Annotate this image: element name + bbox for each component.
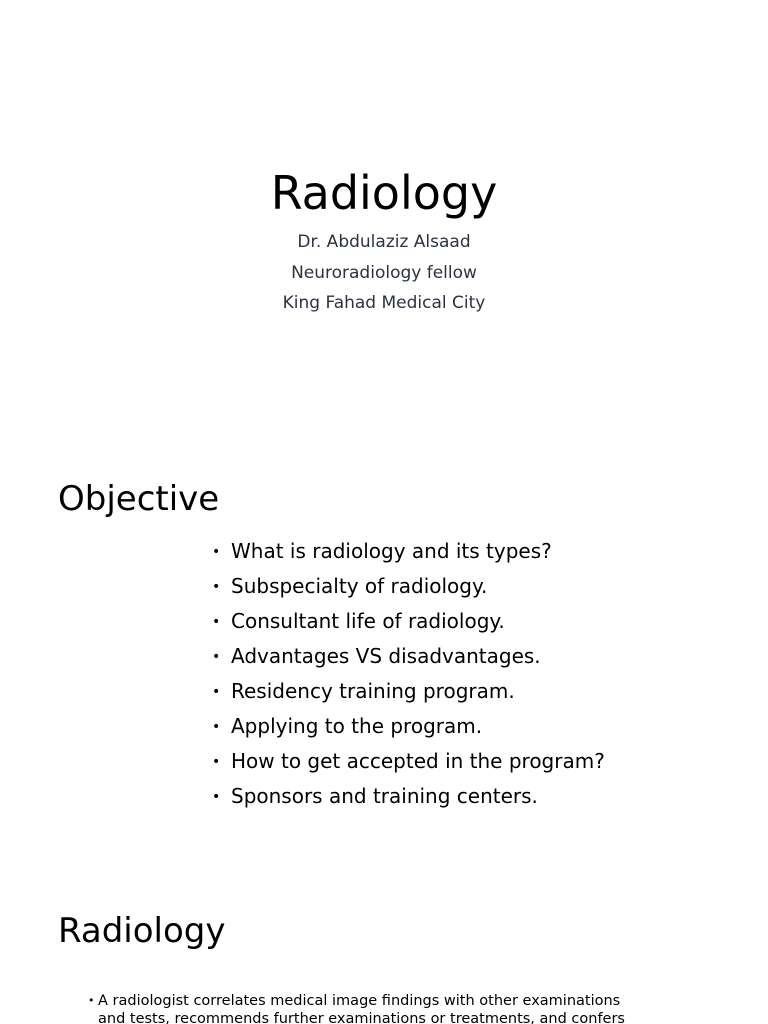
list-item <box>212 536 605 571</box>
presenter-name: Dr. Abdulaziz Alsaad <box>297 232 471 252</box>
list-item <box>212 711 605 746</box>
bullet-icon: • <box>212 614 221 630</box>
presenter-role: Neuroradiology fellow <box>291 263 477 283</box>
list-item <box>212 571 605 606</box>
list-item-text: How to get accepted in the program? <box>231 749 605 773</box>
list-item <box>212 641 605 676</box>
list-item-text: Advantages VS disadvantages. <box>231 644 541 668</box>
list-item-text: Sponsors and training centers. <box>231 784 538 808</box>
paragraph-line: and tests, recommends further examinations or treatments, and confers <box>98 1011 625 1024</box>
title-slide <box>0 0 768 432</box>
list-item <box>212 781 605 816</box>
bullet-icon: • <box>212 719 221 735</box>
list-item <box>212 676 605 711</box>
radiology-definition-slide <box>0 864 768 1024</box>
list-item <box>212 606 605 641</box>
bullet-icon: • <box>212 684 221 700</box>
presentation-title: Radiology <box>270 166 498 220</box>
list-item <box>212 746 605 781</box>
list-item-text: What is radiology and its types? <box>231 539 552 563</box>
definition-paragraph <box>88 992 663 1024</box>
bullet-icon: • <box>212 789 221 805</box>
list-item-text: Consultant life of radiology. <box>231 609 505 633</box>
bullet-icon: • <box>88 994 95 1007</box>
list-item-text: Subspecialty of radiology. <box>231 574 488 598</box>
objective-slide <box>0 432 768 864</box>
objective-heading: Objective <box>58 479 220 519</box>
bullet-icon: • <box>212 579 221 595</box>
objective-list <box>212 536 605 816</box>
presenter-institution: King Fahad Medical City <box>282 293 486 313</box>
list-item-text: Applying to the program. <box>231 714 483 738</box>
bullet-icon: • <box>212 649 221 665</box>
radiology-heading: Radiology <box>58 911 226 951</box>
bullet-icon: • <box>212 754 221 770</box>
paragraph-line: A radiologist correlates medical image findings with other examinations <box>98 993 621 1009</box>
list-item-text: Residency training program. <box>231 679 515 703</box>
bullet-icon: • <box>212 544 221 560</box>
